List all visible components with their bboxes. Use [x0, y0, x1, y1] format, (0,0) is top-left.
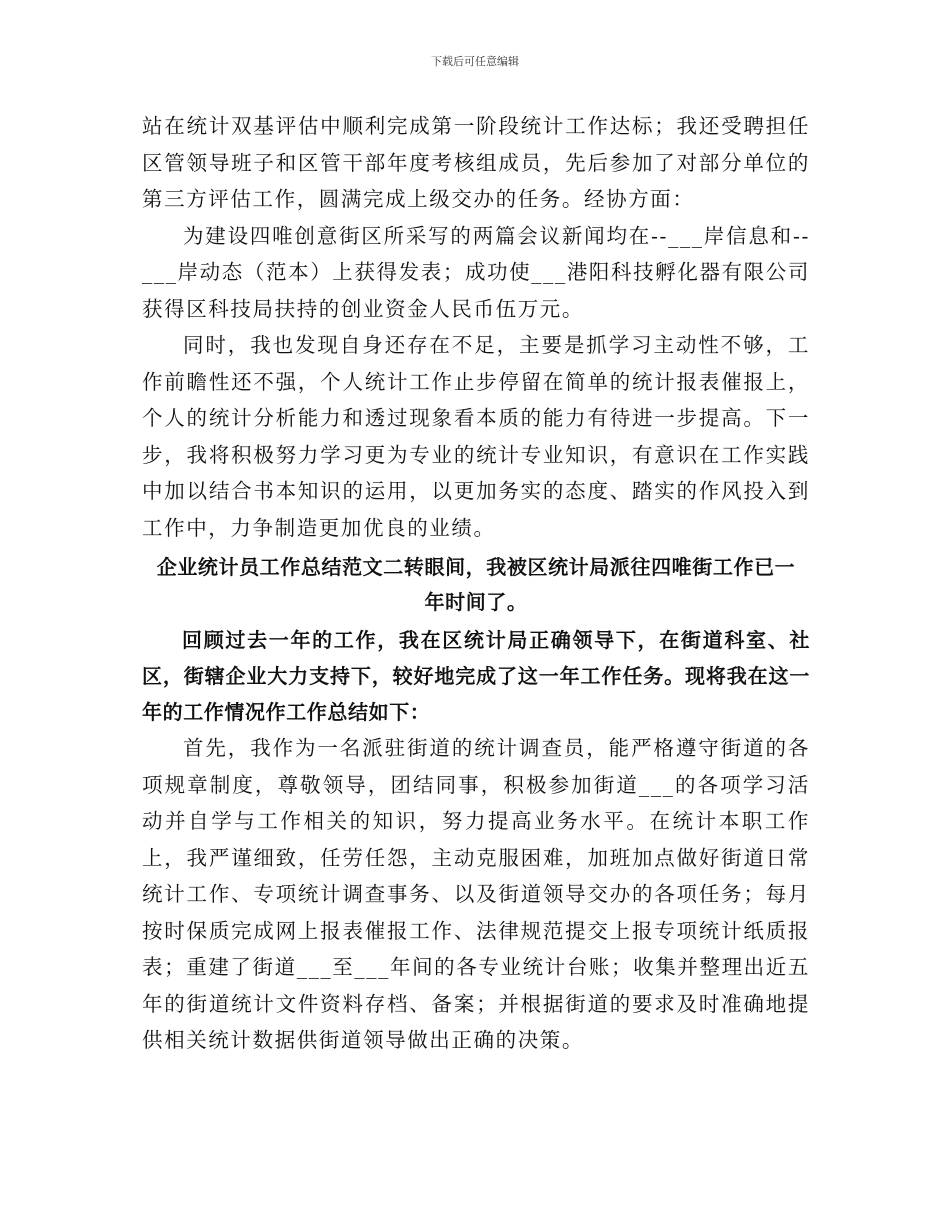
paragraph-continuation: 站在统计双基评估中顺利完成第一阶段统计工作达标；我还受聘担任区管领导班子和区管干部年度考核组成员，先后参加了对部分单位的第三方评估工作，圆满完成上级交办的任务。经协方面： [142, 114, 810, 211]
paragraph-review-bold: 回顾过去一年的工作，我在区统计局正确领导下，在街道科室、社区，街辖企业大力支持下，较好地完成了这一年工作任务。现将我在这一年的工作情况作工作总结如下： [142, 628, 810, 724]
paragraph-shortcomings: 同时，我也发现自身还存在不足，主要是抓学习主动性不够，工作前瞻性还不强，个人统计工作止步停留在简单的统计报表催报上，个人的统计分析能力和透过现象看本质的能力有待进一步提高。下一步，我将积极努力学习更为专业的统计专业知识，有意识在工作实践中加以结合书本知识的运用，以更加务实的态度、踏实的作风投入到工作中，力争制造更加优良的业绩。 [142, 333, 810, 540]
document-body [142, 108, 810, 1059]
paragraph-publicity: 为建设四唯创意街区所采写的两篇会议新闻均在--___岸信息和--___岸动态（范本）上获得发表；成功使___港阳科技孵化器有限公司获得区科技局扶持的创业资金人民币伍万元。 [142, 223, 810, 321]
page-header-note: 下载后可任意编辑 [431, 55, 519, 68]
section-heading: 企业统计员工作总结范文二转眼间，我被区统计局派往四唯街工作已一年时间了。 [156, 555, 796, 614]
paragraph-duties: 首先，我作为一名派驻街道的统计调查员，能严格遵守街道的各项规章制度，尊敬领导，团结同事，积极参加街道___的各项学习活动并自学与工作相关的知识，努力提高业务水平。在统计本职工作上，我严谨细致，任劳任怨，主动克服困难，加班加点做好街道日常统计工作、专项统计调查事务、以及街道领导交办的各项任务；每月按时保质完成网上报表催报工作、法律规范提交上报专项统计纸质报表；重建了街道___至___年间的各专业统计台账；收集并整理出近五年的街道统计文件资料存档、备案；并根据街道的要求及时准确地提供相关统计数据供街道领导做出正确的决策。 [142, 736, 810, 1052]
